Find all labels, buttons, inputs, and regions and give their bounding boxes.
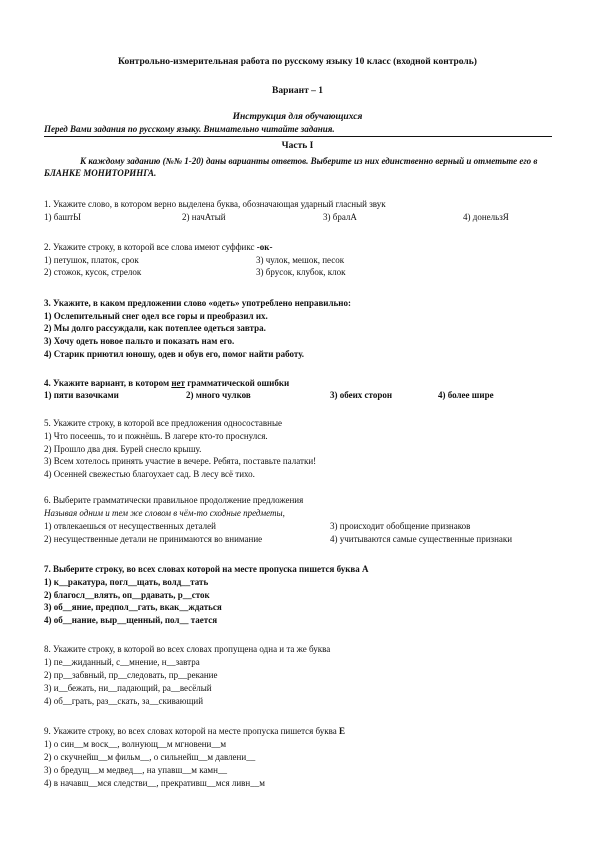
question-4-option: 1) пяти вазочками bbox=[44, 390, 119, 400]
question-6-prompt: Называя одним и тем же словом в чём-то сходные предметы, bbox=[44, 508, 285, 518]
question-1-option: 3) бралА bbox=[323, 212, 357, 222]
question-7-option: 4) об__нание, выр__щенный, пол__ тается bbox=[44, 615, 218, 625]
question-4-text: 4. Укажите вариант, в котором нет грамматической ошибки bbox=[44, 378, 290, 388]
question-6-option: 4) учитываются самые существенные признаки bbox=[330, 534, 513, 544]
part-instruction: К каждому заданию (№№ 1-20) даны варианты ответов. Выберите из них единственно верный и отметьте его в БЛАНКЕ МОНИТОРИНГА. bbox=[44, 156, 538, 178]
question-8-text: 8. Укажите строку, в которой во всех словах пропущена одна и та же буква bbox=[44, 644, 331, 654]
question-3-option: 1) Ослепительный снег одел все горы и преобразил их. bbox=[44, 311, 268, 321]
question-6-text: 6. Выберите грамматически правильное продолжение предложения bbox=[44, 495, 304, 505]
instruction-text: Перед Вами задания по русскому языку. Внимательно читайте задания. bbox=[44, 124, 335, 134]
question-1-option: 1) баштЫ bbox=[44, 212, 82, 222]
question-5-option: 2) Прошло два дня. Бурей снесло крышу. bbox=[44, 444, 202, 454]
question-9-option: 4) в начавш__мся следстви__, прекративш__мся ливн__м bbox=[44, 778, 265, 788]
question-3-option: 4) Старик приютил юношу, одев и обув его, помог найти работу. bbox=[44, 349, 305, 359]
question-4-option: 3) обеих сторон bbox=[330, 390, 393, 400]
question-3-option: 2) Мы долго рассуждали, как потеплее одеться завтра. bbox=[44, 323, 266, 333]
question-4-option: 4) более шире bbox=[438, 390, 494, 400]
question-5-option: 1) Что посеешь, то и пожнёшь. В лагере кто-то проснулся. bbox=[44, 431, 268, 441]
question-9-text: 9. Укажите строку, во всех словах которой на месте пропуска пишется буква Е bbox=[44, 726, 346, 736]
variant-label: Вариант – 1 bbox=[272, 86, 323, 96]
question-9-option: 3) о бредущ__м медвед__, на упавш__м камн__ bbox=[44, 765, 227, 775]
question-7-text: 7. Выберите строку, во всех словах которой на месте пропуска пишется буква А bbox=[44, 564, 369, 574]
question-5-option: 4) Осенней свежестью благоухает сад. В лесу всё тихо. bbox=[44, 469, 255, 479]
question-9-option: 1) о син__м воск__, волнующ__м мгновени__м bbox=[44, 739, 227, 749]
question-2-option: 3) брусок, клубок, клок bbox=[256, 267, 346, 277]
question-3-option: 3) Хочу одеть новое пальто и показать нам его. bbox=[44, 336, 235, 346]
question-6-option: 2) несущественные детали не принимаются во внимание bbox=[44, 534, 263, 544]
part-title: Часть I bbox=[281, 141, 314, 151]
question-4-option: 2) много чулков bbox=[186, 390, 251, 400]
question-9-option: 2) о скучнейш__м фильм__, о сильнейш__м давлени__ bbox=[44, 752, 256, 762]
question-8-option: 1) пе__жиданный, с__мнение, н__завтра bbox=[44, 657, 200, 667]
instruction-title: Инструкция для обучающихся bbox=[232, 112, 363, 122]
question-7-option: 3) об__яние, предпол__гать, вкак__ждаться bbox=[44, 602, 222, 612]
question-2-option: 2) стожок, кусок, стрелок bbox=[44, 267, 142, 277]
question-5-text: 5. Укажите строку, в которой все предложения односоставные bbox=[44, 418, 283, 428]
question-6-option: 3) происходит обобщение признаков bbox=[330, 521, 471, 531]
question-7-option: 2) благосл__влять, оп__рдавать, р__сток bbox=[44, 590, 210, 600]
question-2-option: 1) петушок, платок, срок bbox=[44, 255, 139, 265]
question-2-option: 3) чулок, мешок, песок bbox=[256, 255, 345, 265]
question-1-text: 1. Укажите слово, в котором верно выделена буква, обозначающая ударный гласный звук bbox=[44, 199, 386, 209]
question-5-option: 3) Всем хотелось принять участие в вечере. Ребята, поставьте палатки! bbox=[44, 456, 317, 466]
question-1-option: 2) начАтый bbox=[182, 212, 226, 222]
question-8-option: 3) и__бежать, ни__падающий, ра__весёлый bbox=[44, 683, 212, 693]
question-2-text: 2. Укажите строку, в которой все слова имеют суффикс -ок- bbox=[44, 242, 273, 252]
question-7-option: 1) к__ракатура, погл__щать, волд__тать bbox=[44, 577, 209, 587]
question-8-option: 4) об__грать, раз__скать, за__скивающий bbox=[44, 696, 204, 706]
question-6-option: 1) отвлекаешься от несущественных деталей bbox=[44, 521, 216, 531]
question-3-text: 3. Укажите, в каком предложении слово «одеть» употреблено неправильно: bbox=[44, 298, 351, 308]
question-8-option: 2) пр__забвный, пр__следовать, пр__рекание bbox=[44, 670, 218, 680]
question-1-option: 4) донельзЯ bbox=[463, 212, 509, 222]
document-title: Контрольно-измерительная работа по русскому языку 10 класс (входной контроль) bbox=[118, 57, 477, 67]
divider-line bbox=[44, 136, 552, 137]
